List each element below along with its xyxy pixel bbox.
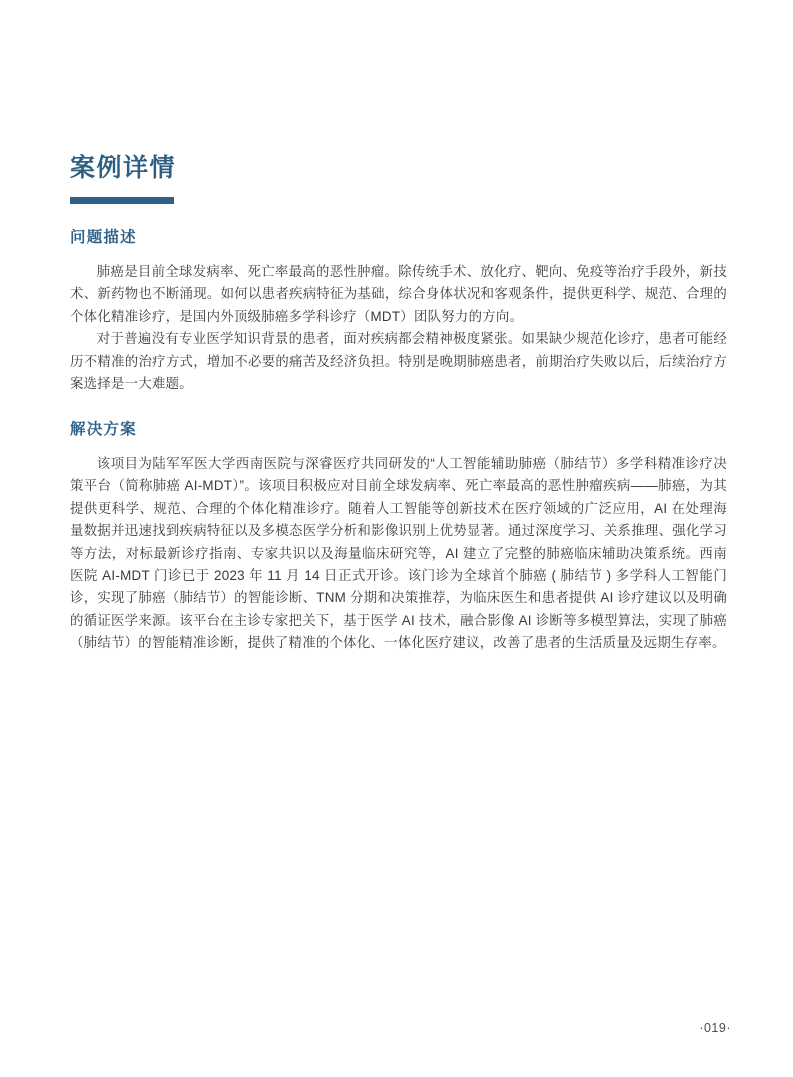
section-body-problem <box>70 261 727 395</box>
section-heading-solution: 解决方案 <box>70 421 137 438</box>
section-heading-problem: 问题描述 <box>70 229 137 246</box>
paragraph: 肺癌是目前全球发病率、死亡率最高的恶性肿瘤。除传统手术、放化疗、靶向、免疫等治疗手段外，新技术、新药物也不断涌现。如何以患者疾病特征为基础，综合身体状况和客观条件，提供更科学、规范、合理的个体化精准诊疗，是国内外顶级肺癌多学科诊疗（MDT）团队努力的方向。 <box>70 264 727 324</box>
section-body-solution <box>70 453 727 655</box>
paragraph: 对于普遍没有专业医学知识背景的患者，面对疾病都会精神极度紧张。如果缺少规范化诊疗，患者可能经历不精准的治疗方式，增加不必要的痛苦及经济负担。特别是晚期肺癌患者，前期治疗失败以后，后续治疗方案选择是一大难题。 <box>70 331 727 392</box>
section-title-block <box>70 152 690 204</box>
page-number: ·019· <box>699 1021 731 1035</box>
title-underline-rule <box>70 197 174 204</box>
page-title: 案例详情 <box>70 154 177 182</box>
paragraph: 该项目为陆军军医大学西南医院与深睿医疗共同研发的“人工智能辅助肺癌（肺结节）多学科精准诊疗决策平台（简称肺癌 AI-MDT）”。该项目积极应对目前全球发病率、死亡率最高的恶性肿瘤疾病——肺癌，为其提供更科学、规范、合理的个体化精准诊疗。随着人工智能等创新技术在医疗领域的广泛应用，AI 在处理海量数据并迅速找到疾病特征以及多模态医学分析和影像识别上优势显著。通过深度学习、关系推理、强化学习等方法，对标最新诊疗指南、专家共识以及海量临床研究等，AI 建立了完整的肺癌临床辅助决策系统。西南医院 AI-MDT 门诊已于 2023 年 11 月 14 日正式开诊。该门诊为全球首个肺癌 ( 肺结节 ) 多学科人工智能门诊，实现了肺癌（肺结节）的智能诊断、TNM 分期和决策推荐，为临床医生和患者提供 AI 诊疗建议以及明确的循证医学来源。该平台在主诊专家把关下，基于医学 AI 技术，融合影像 AI 诊断等多模型算法，实现了肺癌（肺结节）的智能精准诊断，提供了精准的个体化、一体化医疗建议，改善了患者的生活质量及远期生存率。 <box>70 456 727 651</box>
